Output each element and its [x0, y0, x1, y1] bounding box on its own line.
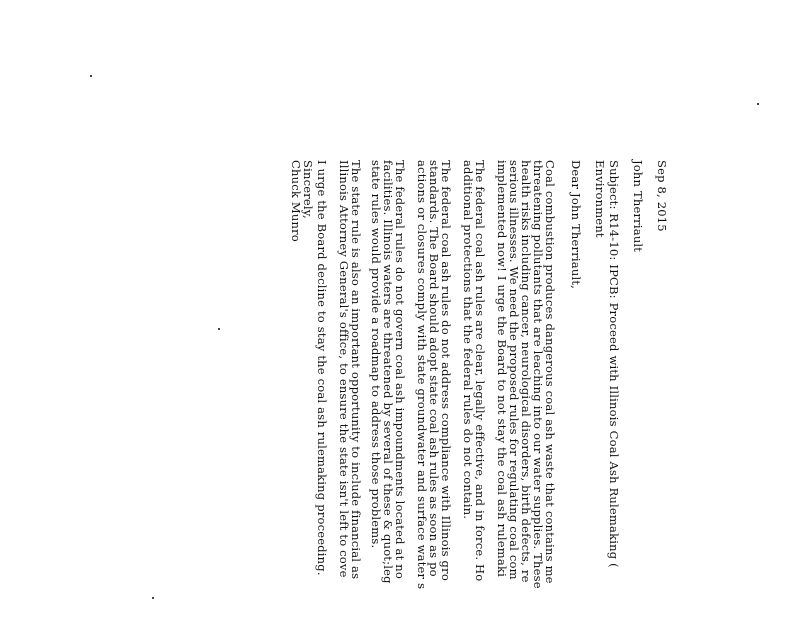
paragraph-line: standards. The Board should adopt state coal ash rules as soon as po	[427, 160, 441, 577]
letter-date: Sep 8, 2015	[655, 160, 669, 232]
letter-signature: Chuck Munro	[289, 160, 303, 242]
paragraph-line: serious illnesses. We need the proposed rules for regulating coal com	[507, 160, 521, 580]
letter-subject-line: Environment	[593, 160, 607, 238]
scan-speck	[218, 328, 220, 330]
letter-closing: Sincerely,	[301, 160, 315, 219]
paragraph-line: Illinois Attorney General's office, to ensure the state isn't left to cove	[337, 160, 351, 578]
paragraph-line: The state rule is also an important opportunity to include financial as	[349, 160, 363, 580]
paragraph-line: health risks including cancer, neurological disorders, birth defects, re	[519, 160, 533, 583]
paragraph-line: facilities. Illinois waters are threatened by several of these & quot;leg	[381, 160, 395, 584]
closing-request: I urge the Board decline to stay the coal ash rulemaking proceeding.	[315, 160, 329, 576]
paragraph-line: actions or closures comply with state groundwater and surface water s	[415, 160, 429, 590]
paragraph-line: The federal coal ash rules do not address compliance with Illinois gro	[439, 160, 453, 581]
paragraph-line: additional protections that the federal rules do not contain.	[461, 160, 475, 520]
paragraph-line: state rules would provide a roadmap to address those problems.	[369, 160, 383, 549]
scan-speck	[152, 597, 154, 599]
scan-speck	[90, 75, 92, 77]
paragraph-line: Coal combustion produces dangerous coal ash waste that contains me	[543, 160, 557, 584]
paragraph-line: The federal rules do not govern coal ash impoundments located at no	[393, 160, 407, 580]
letter-body	[288, 160, 668, 618]
paragraph-line: threatening pollutants that are leaching into our water supplies. These	[531, 160, 545, 589]
scan-speck	[757, 103, 759, 105]
paragraph-line: The federal coal ash rules are clear, legally effective, and in force. Ho	[473, 160, 487, 582]
letter-salutation: Dear John Therriault,	[569, 160, 583, 290]
letter-recipient: John Therriault	[631, 160, 645, 253]
paragraph-line: implemented now! I urge the Board to not stay the coal ash rulemaki	[495, 160, 509, 577]
letter-subject-line: Subject: R14-10: IPCB: Proceed with Illinois Coal Ash Rulemaking (	[607, 160, 621, 568]
